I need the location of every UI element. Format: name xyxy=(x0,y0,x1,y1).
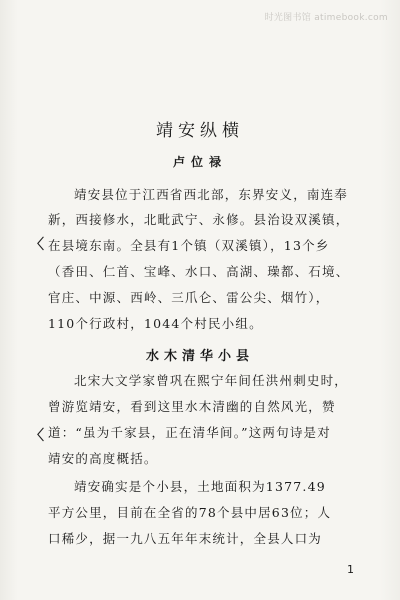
margin-mark-lower: 〈 xyxy=(30,428,44,444)
section-p1-line-4: 靖安的高度概括。 xyxy=(48,451,158,466)
section-p1-line-2: 曾游览靖安，看到这里水木清幽的自然风光，赞 xyxy=(48,399,336,414)
section-p1-line-3: 道：“虽为千家县，正在清华间。”这两句诗是对 xyxy=(48,425,331,440)
intro-line-3: 在县境东南。全县有1个镇（双溪镇），13个乡 xyxy=(48,238,330,253)
intro-line-2: 新，西接修水，北毗武宁、永修。县治设双溪镇， xyxy=(48,212,350,227)
page-title: 靖安纵横 xyxy=(156,121,244,141)
watermark-text: 时光图书馆 atimebook.com xyxy=(264,13,388,23)
intro-line-5: 官庄、中源、西岭、三爪仑、雷公尖、烟竹）， xyxy=(48,290,330,305)
page-number: 1 xyxy=(347,563,354,576)
author-name: 卢位禄 xyxy=(172,155,227,169)
intro-line-4: （香田、仁首、宝峰、水口、高湖、璪都、石境、 xyxy=(48,264,350,279)
section-p2-line-3: 口稀少，据一九八五年年末统计，全县人口为 xyxy=(48,531,323,546)
section-heading: 水木清华小县 xyxy=(145,349,254,364)
section-p1-line-1: 北宋大文学家曾巩在熙宁年间任洪州刺史时， xyxy=(74,373,349,388)
intro-line-1: 靖安县位于江西省西北部，东界安义，南连奉 xyxy=(74,187,349,202)
margin-mark-upper: 〈 xyxy=(30,237,44,253)
section-p2-line-2: 平方公里，目前在全省的78个县中居63位；人 xyxy=(48,505,332,520)
section-p2-line-1: 靖安确实是个小县，土地面积为1377.49 xyxy=(74,479,326,494)
intro-line-6: 110个行政村，1044个村民小组。 xyxy=(48,316,263,331)
